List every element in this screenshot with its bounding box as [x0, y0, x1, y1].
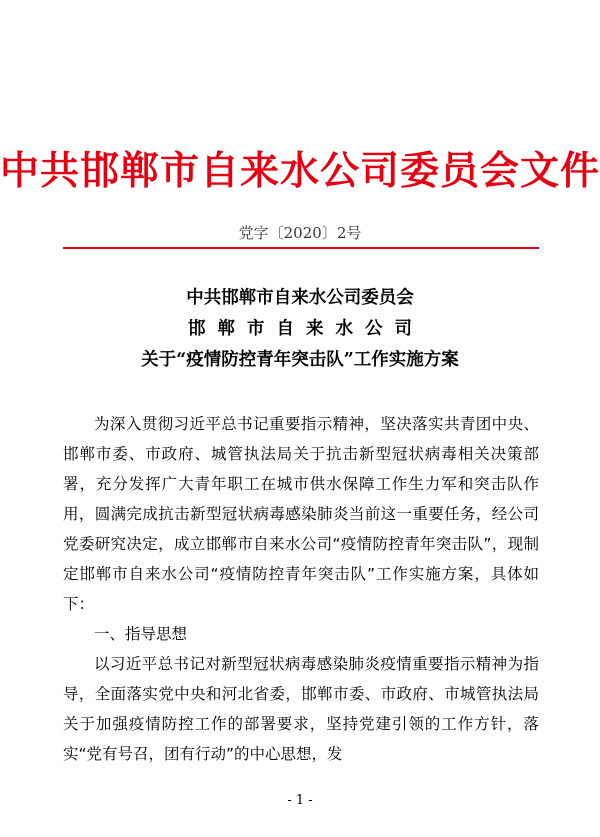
- body-paragraph-intro: 为深入贯彻习近平总书记重要指示精神，坚决落实共青团中央、邯郸市委、市政府、城管执法局关于抗击新型冠状病毒相关决策部署，充分发挥广大青年职工在城市供水保障工作生力军和突击队作用，圆满完成抗击新型冠状病毒感染肺炎当前这一重要任务，经公司党委研究决定，成立邯郸市自来水公司“疫情防控青年突击队”，现制定邯郸市自来水公司“疫情防控青年突击队”工作实施方案，具体如下：: [63, 415, 539, 613]
- title-line-subject: 关于“疫情防控青年突击队”工作实施方案: [141, 350, 459, 370]
- document-body: [63, 409, 539, 769]
- section-heading-guiding-ideology: 一、指导思想: [94, 625, 188, 643]
- page-number: - 1 -: [287, 793, 313, 808]
- red-divider-line: [63, 247, 539, 249]
- document-header-title: 中共邯郸市自来水公司委员会文件: [0, 148, 600, 194]
- title-line-company: 邯郸市自来水公司: [188, 319, 424, 339]
- document-title: [0, 283, 600, 376]
- document-number: 党字〔2020〕2号: [238, 224, 362, 242]
- body-paragraph-guiding-ideology: 以习近平总书记对新型冠状病毒感染肺炎疫情重要指示精神为指导，全面落实党中央和河北省委，邯郸市委、市政府、市城管执法局关于加强疫情防控工作的部署要求，坚持党建引领的工作方针，落实“党有号召，团有行动”的中心思想，发: [63, 655, 539, 763]
- title-line-committee: 中共邯郸市自来水公司委员会: [186, 288, 414, 308]
